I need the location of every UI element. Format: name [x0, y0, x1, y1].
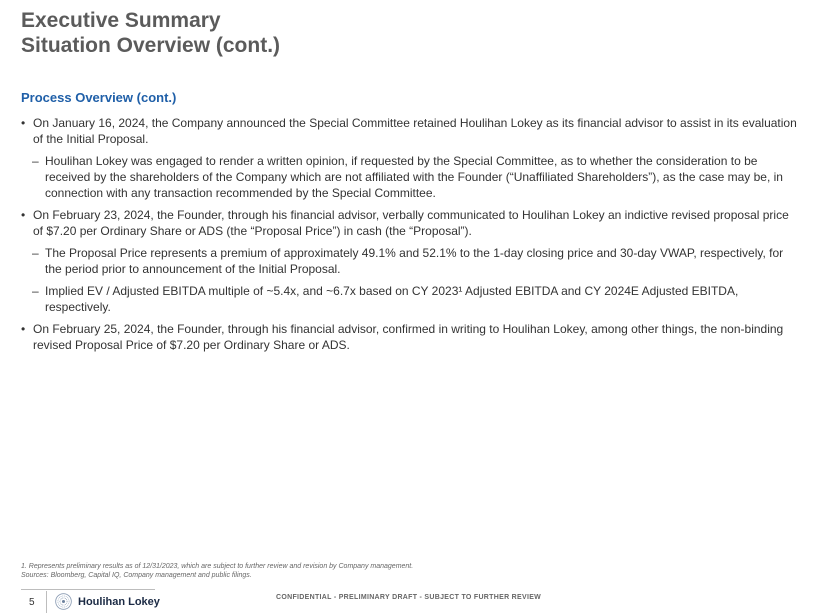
sub-bullet-item — [21, 245, 799, 277]
footer-divider — [46, 591, 47, 613]
page-subtitle: Situation Overview (cont.) — [21, 34, 281, 57]
bullet-marker: • — [21, 208, 26, 222]
bullet-item — [21, 321, 799, 353]
footnote-1: 1. Represents preliminary results as of 12/31/2023, which are subject to further review and revision by Company management. — [21, 563, 414, 570]
sub-bullet-text: Houlihan Lokey was engaged to render a written opinion, if requested by the Special Committee, as to whether the consideration to be received by the shareholders of the Company which are not affiliated with the Founder (“Unaffiliated Shareholders”), as the case may be, in connection with any transaction recommended by the Special Committee. — [45, 154, 783, 200]
section-heading: Process Overview (cont.) — [21, 90, 177, 105]
sub-bullet-text: The Proposal Price represents a premium of approximately 49.1% and 52.1% to the 1-day closing price and 30-day VWAP, respectively, for the period prior to announcement of the Initial Proposal. — [45, 246, 784, 276]
sub-bullet-marker: – — [32, 284, 39, 298]
sub-bullet-text: Implied EV / Adjusted EBITDA multiple of ~5.4x, and ~6.7x based on CY 2023¹ Adjusted EBITDA and CY 2024E Adjusted EBITDA, respectively. — [45, 284, 739, 314]
bullet-marker: • — [21, 322, 26, 336]
sub-bullet-marker: – — [32, 154, 39, 168]
bullet-text: On February 23, 2024, the Founder, through his financial advisor, verbally communicated to Houlihan Lokey an indictive revised proposal price of $7.20 per Ordinary Share or ADS (the “Proposal Price”) in cash (the “Proposal”). — [33, 208, 789, 238]
footnote-sources: Sources: Bloomberg, Capital IQ, Company management and public filings. — [21, 572, 252, 579]
page-number: 5 — [29, 597, 35, 608]
page-title: Executive Summary — [21, 9, 221, 32]
houlihan-lokey-logo-icon — [55, 593, 72, 610]
footer-rule — [21, 589, 155, 590]
bullet-item — [21, 115, 799, 147]
sub-bullet-marker: – — [32, 246, 39, 260]
bullet-text: On January 16, 2024, the Company announced the Special Committee retained Houlihan Lokey as its financial advisor to assist in its evaluation of the Initial Proposal. — [33, 116, 797, 146]
confidentiality-notice: CONFIDENTIAL - PRELIMINARY DRAFT - SUBJECT TO FURTHER REVIEW — [276, 594, 542, 601]
sub-bullet-item — [21, 153, 799, 201]
bullet-item — [21, 207, 799, 239]
sub-bullet-item — [21, 283, 799, 315]
bullet-list — [21, 115, 799, 359]
bullet-text: On February 25, 2024, the Founder, through his financial advisor, confirmed in writing to Houlihan Lokey, among other things, the non-binding revised Proposal Price of $7.20 per Ordinary Share or ADS. — [33, 322, 784, 352]
bullet-marker: • — [21, 116, 26, 130]
logo-wordmark: Houlihan Lokey — [78, 596, 160, 608]
footnotes — [21, 562, 413, 580]
